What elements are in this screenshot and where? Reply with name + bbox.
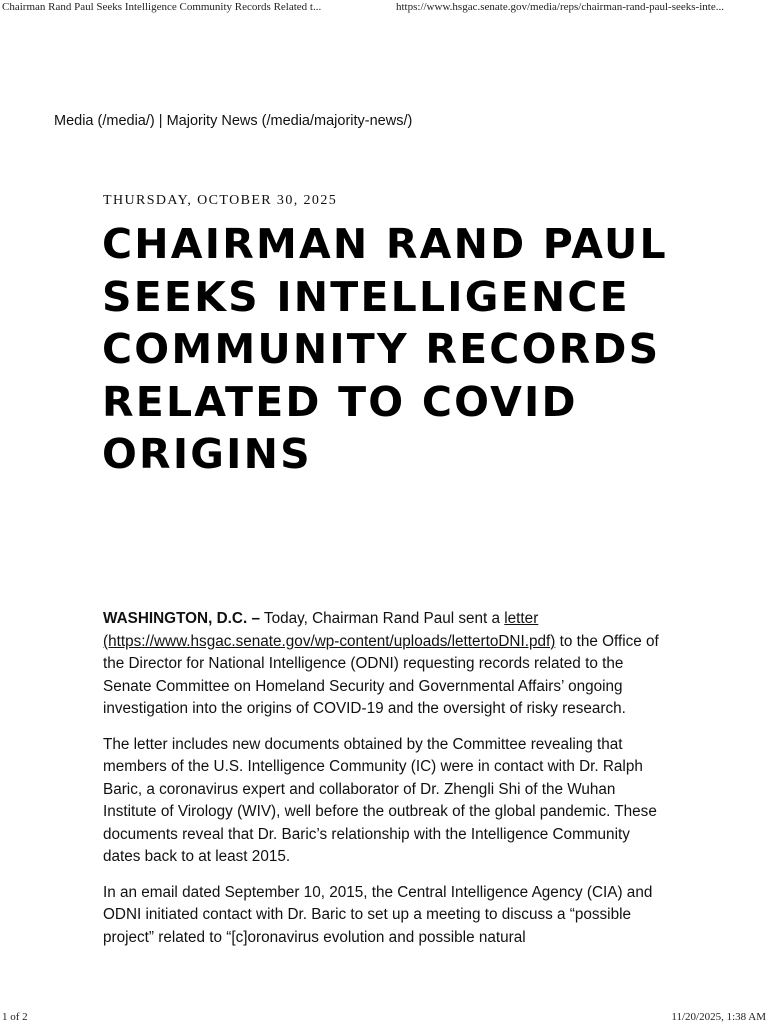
- article-paragraph-1: [103, 608, 668, 721]
- paragraph-1-intro: Today, Chairman Rand Paul sent a: [259, 610, 505, 627]
- print-header-title: Chairman Rand Paul Seeks Intelligence Community Records Related t...: [2, 1, 322, 13]
- article-title: CHAIRMAN RAND PAUL SEEKS INTELLIGENCE COMMUNITY RECORDS RELATED TO COVID ORIGINS: [102, 220, 668, 478]
- letter-link[interactable]: letter (https://www.hsgac.senate.gov/wp-content/uploads/lettertoDNI.pdf): [103, 610, 556, 650]
- print-header-url: https://www.hsgac.senate.gov/media/reps/chairman-rand-paul-seeks-inte...: [396, 1, 724, 13]
- breadcrumb: [54, 113, 412, 129]
- breadcrumb-separator: |: [158, 113, 163, 129]
- article-paragraph-2: The letter includes new documents obtained by the Committee revealing that members of the U.S. Intelligence Community (IC) were in contact with Dr. Ralph Baric, a coronavirus expert and collaborator of Dr. Zhengli Shi of the Wuhan Institute of Virology (WIV), well before the outbreak of the global pandemic. These documents reveal that Dr. Baric’s relationship with the Intelligence Community dates back to at least 2015.: [103, 735, 657, 865]
- article-date: THURSDAY, OCTOBER 30, 2025: [103, 193, 338, 208]
- breadcrumb-link-majority-news[interactable]: Majority News (/media/majority-news/): [166, 113, 413, 129]
- breadcrumb-link-media[interactable]: Media (/media/): [54, 113, 155, 129]
- article-dateline: WASHINGTON, D.C. –: [103, 610, 260, 627]
- article-body: [103, 608, 668, 962]
- paragraph-1-rest: to the Office of the Director for National Intelligence (ODNI) requesting records related to the Senate Committee on Homeland Security and Governmental Affairs’ ongoing investigation into the origins of COVID-19 and the oversight of risky research.: [103, 632, 659, 717]
- print-footer-page: 1 of 2: [2, 1011, 28, 1023]
- article-paragraph-3: In an email dated September 10, 2015, the Central Intelligence Agency (CIA) and ODNI initiated contact with Dr. Baric to set up a meeting to discuss a “possible project” related to “[c]oronavirus evolution and possible natural: [103, 883, 653, 946]
- print-footer-timestamp: 11/20/2025, 1:38 AM: [671, 1011, 766, 1023]
